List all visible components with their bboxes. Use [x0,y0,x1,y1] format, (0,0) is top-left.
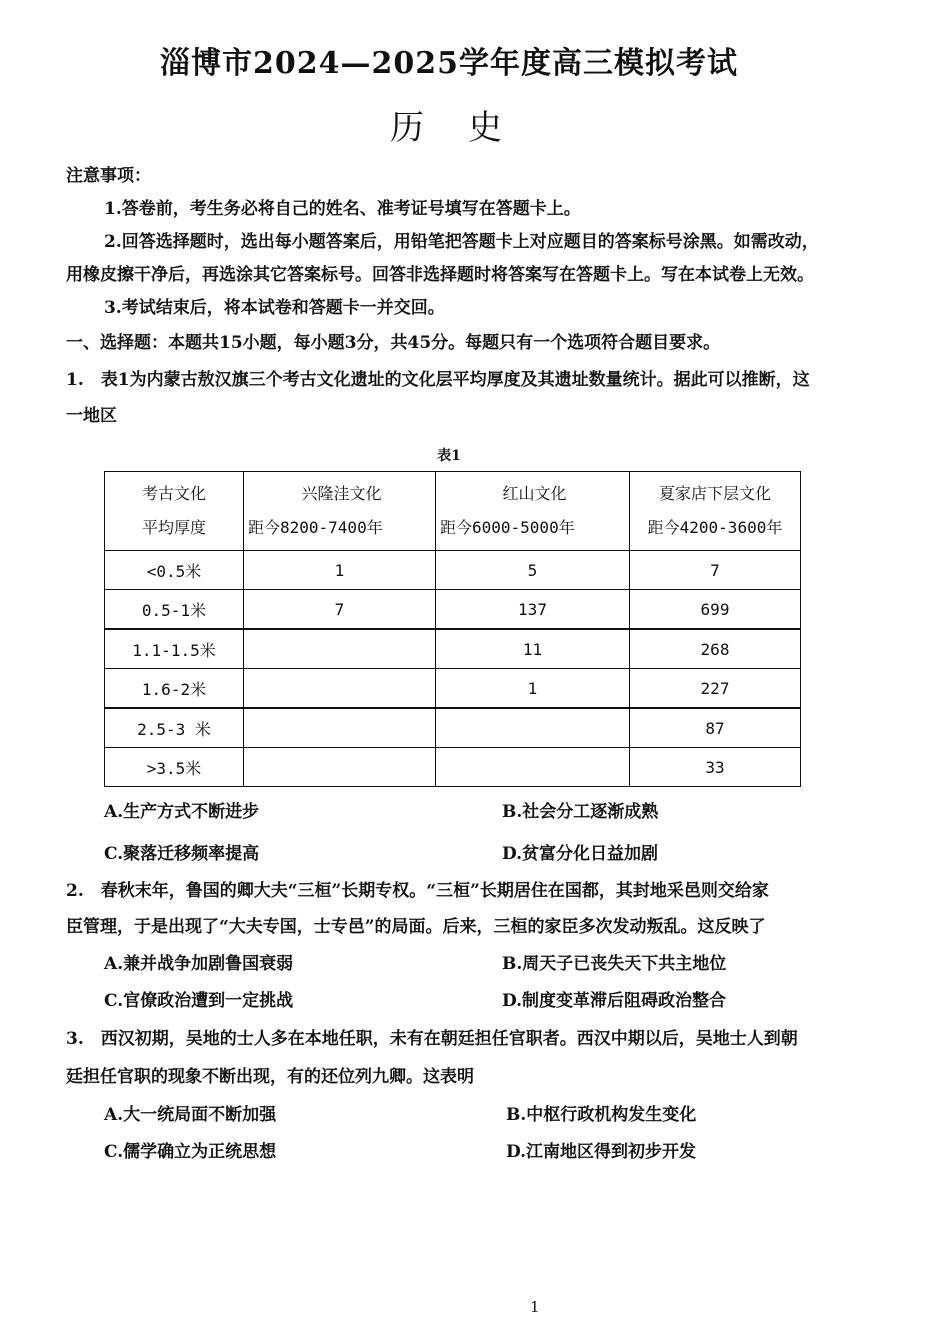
notice-item: 1.答卷前，考生务必将自己的姓名、准考证号填写在答题卡上。 [104,199,581,219]
value-cell: 7 [630,551,801,590]
q1-option-c: C.聚落迁移频率提高 [104,844,260,864]
notice-item: 3.考试结束后，将本试卷和答题卡一并交回。 [104,298,445,318]
value-cell: 7 [244,590,436,630]
q3-option-a: A.大一统局面不断加强 [104,1105,277,1125]
q3-option-d: D.江南地区得到初步开发 [506,1142,697,1162]
value-cell [244,748,436,787]
question-3-stem: 廷担任官职的现象不断出现，有的还位列九卿。这表明 [66,1067,474,1087]
q1-option-b: B.社会分工逐渐成熟 [502,802,659,822]
table-row [105,551,801,590]
question-2-stem: 2. 春秋末年，鲁国的卿大夫“三桓”长期专权。“三桓”长期居住在国都，其封地采邑则交给家 [66,881,769,901]
header-cell: 红山文化 距今6000-5000年 [436,472,630,551]
value-cell: 227 [630,669,801,709]
thickness-cell: <0.5米 [105,551,244,590]
value-cell: 1 [244,551,436,590]
notice-item: 用橡皮擦干净后，再选涂其它答案标号。回答非选择题时将答案写在答题卡上。写在本试卷上无效。 [66,265,814,285]
thickness-cell: 1.1-1.5米 [105,629,244,669]
value-cell [436,708,630,748]
value-cell: 699 [630,590,801,630]
q1-option-a: A.生产方式不断进步 [104,802,260,822]
table-row [105,629,801,669]
value-cell [244,669,436,709]
table-row [105,748,801,787]
table-caption: 表1 [437,448,461,464]
header-cell: 夏家店下层文化 距今4200-3600年 [630,472,801,551]
value-cell [244,629,436,669]
value-cell [436,748,630,787]
section-heading: 一、选择题：本题共15小题，每小题3分，共45分。每题只有一个选项符合题目要求。 [66,333,721,353]
archaeology-table [104,471,801,787]
header-cell: 考古文化 平均厚度 [105,472,244,551]
value-cell: 5 [436,551,630,590]
table-row [105,708,801,748]
q3-option-c: C.儒学确立为正统思想 [104,1142,277,1162]
value-cell: 11 [436,629,630,669]
table-row [105,590,801,630]
question-2-stem: 臣管理，于是出现了“大夫专国，士专邑”的局面。后来，三桓的家臣多次发动叛乱。这反映了 [66,917,766,937]
value-cell: 33 [630,748,801,787]
thickness-cell: 1.6-2米 [105,669,244,709]
value-cell: 268 [630,629,801,669]
thickness-cell: >3.5米 [105,748,244,787]
table-header-row [105,472,801,551]
notice-heading: 注意事项： [66,166,151,186]
page-number: 1 [530,1298,540,1316]
value-cell [244,708,436,748]
q2-option-b: B.周天子已丧失天下共主地位 [502,954,727,974]
header-cell: 兴隆洼文化 距今8200-7400年 [244,472,436,551]
q2-option-a: A.兼并战争加剧鲁国衰弱 [104,954,294,974]
q1-option-d: D.贫富分化日益加剧 [502,844,659,864]
notice-item: 2.回答选择题时，选出每小题答案后，用铅笔把答题卡上对应题目的答案标号涂黑。如需改动， [104,232,819,252]
thickness-cell: 2.5-3 米 [105,708,244,748]
table-row [105,669,801,709]
exam-title: 淄博市2024—2025学年度高三模拟考试 [160,46,738,81]
question-3-stem: 3. 西汉初期，吴地的士人多在本地任职，未有在朝廷担任官职者。西汉中期以后，吴地士人到朝 [66,1029,798,1049]
value-cell: 1 [436,669,630,709]
question-1-stem: 1. 表1为内蒙古敖汉旗三个考古文化遗址的文化层平均厚度及其遗址数量统计。据此可以推断，这 [66,370,810,390]
value-cell: 87 [630,708,801,748]
q2-option-c: C.官僚政治遭到一定挑战 [104,991,294,1011]
thickness-cell: 0.5-1米 [105,590,244,630]
q2-option-d: D.制度变革滞后阻碍政治整合 [502,991,727,1011]
value-cell: 137 [436,590,630,630]
subject-title: 历史 [390,108,546,148]
q3-option-b: B.中枢行政机构发生变化 [506,1105,697,1125]
question-1-stem: 一地区 [66,406,117,426]
